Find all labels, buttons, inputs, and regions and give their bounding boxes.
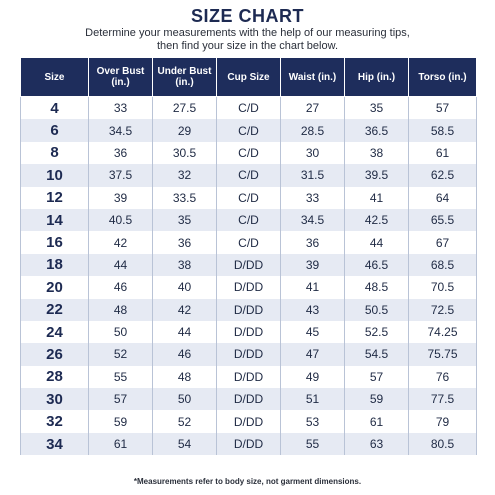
hip-cell: 39.5 — [345, 164, 409, 186]
over-bust-cell: 44 — [89, 254, 153, 276]
subtitle — [0, 27, 495, 53]
over-bust-cell: 55 — [89, 366, 153, 388]
over-bust-cell: 50 — [89, 321, 153, 343]
size-cell: 30 — [21, 388, 89, 410]
table-row — [21, 187, 477, 209]
size-chart-table — [20, 57, 477, 455]
waist-cell: 43 — [281, 299, 345, 321]
cup-size-cell: D/DD — [217, 276, 281, 298]
waist-cell: 53 — [281, 410, 345, 432]
hip-cell: 44 — [345, 231, 409, 253]
hip-cell: 48.5 — [345, 276, 409, 298]
hip-cell: 41 — [345, 187, 409, 209]
cup-size-cell: C/D — [217, 142, 281, 164]
table-header-row — [21, 58, 477, 97]
under-bust-cell: 32 — [153, 164, 217, 186]
torso-cell: 58.5 — [409, 119, 477, 141]
torso-cell: 64 — [409, 187, 477, 209]
under-bust-cell: 33.5 — [153, 187, 217, 209]
header-torso: Torso (in.) — [409, 58, 477, 97]
waist-cell: 41 — [281, 276, 345, 298]
under-bust-cell: 54 — [153, 433, 217, 455]
waist-cell: 31.5 — [281, 164, 345, 186]
over-bust-cell: 34.5 — [89, 119, 153, 141]
torso-cell: 70.5 — [409, 276, 477, 298]
header-size: Size — [21, 58, 89, 97]
under-bust-cell: 38 — [153, 254, 217, 276]
table-row — [21, 433, 477, 455]
size-cell: 4 — [21, 97, 89, 120]
size-cell: 18 — [21, 254, 89, 276]
size-cell: 34 — [21, 433, 89, 455]
under-bust-cell: 40 — [153, 276, 217, 298]
torso-cell: 61 — [409, 142, 477, 164]
cup-size-cell: D/DD — [217, 388, 281, 410]
hip-cell: 61 — [345, 410, 409, 432]
table-row — [21, 164, 477, 186]
size-cell: 32 — [21, 410, 89, 432]
under-bust-cell: 35 — [153, 209, 217, 231]
table-row — [21, 209, 477, 231]
size-cell: 20 — [21, 276, 89, 298]
waist-cell: 33 — [281, 187, 345, 209]
torso-cell: 57 — [409, 97, 477, 120]
table-row — [21, 276, 477, 298]
cup-size-cell: C/D — [217, 209, 281, 231]
over-bust-cell: 59 — [89, 410, 153, 432]
table-row — [21, 343, 477, 365]
over-bust-cell: 48 — [89, 299, 153, 321]
over-bust-cell: 40.5 — [89, 209, 153, 231]
cup-size-cell: D/DD — [217, 343, 281, 365]
cup-size-cell: D/DD — [217, 433, 281, 455]
cup-size-cell: C/D — [217, 97, 281, 120]
size-cell: 22 — [21, 299, 89, 321]
hip-cell: 52.5 — [345, 321, 409, 343]
over-bust-cell: 33 — [89, 97, 153, 120]
size-cell: 6 — [21, 119, 89, 141]
torso-cell: 62.5 — [409, 164, 477, 186]
table-row — [21, 366, 477, 388]
under-bust-cell: 30.5 — [153, 142, 217, 164]
table-body — [21, 97, 477, 456]
cup-size-cell: D/DD — [217, 321, 281, 343]
table-row — [21, 299, 477, 321]
torso-cell: 76 — [409, 366, 477, 388]
hip-cell: 46.5 — [345, 254, 409, 276]
under-bust-cell: 29 — [153, 119, 217, 141]
cup-size-cell: C/D — [217, 164, 281, 186]
table-row — [21, 388, 477, 410]
hip-cell: 54.5 — [345, 343, 409, 365]
hip-cell: 59 — [345, 388, 409, 410]
size-cell: 12 — [21, 187, 89, 209]
torso-cell: 79 — [409, 410, 477, 432]
cup-size-cell: D/DD — [217, 254, 281, 276]
table-row — [21, 97, 477, 120]
waist-cell: 34.5 — [281, 209, 345, 231]
cup-size-cell: C/D — [217, 119, 281, 141]
torso-cell: 77.5 — [409, 388, 477, 410]
over-bust-cell: 61 — [89, 433, 153, 455]
size-cell: 8 — [21, 142, 89, 164]
under-bust-cell: 52 — [153, 410, 217, 432]
size-cell: 10 — [21, 164, 89, 186]
torso-cell: 65.5 — [409, 209, 477, 231]
torso-cell: 74.25 — [409, 321, 477, 343]
over-bust-cell: 42 — [89, 231, 153, 253]
subtitle-line-1: Determine your measurements with the help of our measuring tips, — [85, 27, 410, 39]
waist-cell: 30 — [281, 142, 345, 164]
cup-size-cell: D/DD — [217, 366, 281, 388]
header-hip: Hip (in.) — [345, 58, 409, 97]
over-bust-cell: 46 — [89, 276, 153, 298]
under-bust-cell: 46 — [153, 343, 217, 365]
cup-size-cell: C/D — [217, 231, 281, 253]
torso-cell: 67 — [409, 231, 477, 253]
over-bust-cell: 52 — [89, 343, 153, 365]
waist-cell: 39 — [281, 254, 345, 276]
footnote: *Measurements refer to body size, not garment dimensions. — [133, 477, 362, 486]
under-bust-cell: 48 — [153, 366, 217, 388]
over-bust-cell: 39 — [89, 187, 153, 209]
waist-cell: 47 — [281, 343, 345, 365]
under-bust-cell: 27.5 — [153, 97, 217, 120]
hip-cell: 50.5 — [345, 299, 409, 321]
under-bust-cell: 42 — [153, 299, 217, 321]
table-row — [21, 254, 477, 276]
table-row — [21, 321, 477, 343]
cup-size-cell: D/DD — [217, 299, 281, 321]
under-bust-cell: 50 — [153, 388, 217, 410]
torso-cell: 72.5 — [409, 299, 477, 321]
waist-cell: 51 — [281, 388, 345, 410]
over-bust-cell: 37.5 — [89, 164, 153, 186]
under-bust-cell: 44 — [153, 321, 217, 343]
size-cell: 26 — [21, 343, 89, 365]
page-title: SIZE CHART — [191, 6, 304, 26]
waist-cell: 28.5 — [281, 119, 345, 141]
hip-cell: 36.5 — [345, 119, 409, 141]
torso-cell: 75.75 — [409, 343, 477, 365]
size-cell: 28 — [21, 366, 89, 388]
size-cell: 16 — [21, 231, 89, 253]
cup-size-cell: C/D — [217, 187, 281, 209]
header-cup-size: Cup Size — [217, 58, 281, 97]
waist-cell: 45 — [281, 321, 345, 343]
header-over-bust: Over Bust (in.) — [89, 58, 153, 97]
over-bust-cell: 36 — [89, 142, 153, 164]
hip-cell: 42.5 — [345, 209, 409, 231]
subtitle-line-2: then find your size in the chart below. — [157, 40, 338, 52]
waist-cell: 55 — [281, 433, 345, 455]
table-row — [21, 231, 477, 253]
hip-cell: 35 — [345, 97, 409, 120]
header-under-bust: Under Bust (in.) — [153, 58, 217, 97]
hip-cell: 57 — [345, 366, 409, 388]
hip-cell: 63 — [345, 433, 409, 455]
torso-cell: 80.5 — [409, 433, 477, 455]
header-waist: Waist (in.) — [281, 58, 345, 97]
torso-cell: 68.5 — [409, 254, 477, 276]
waist-cell: 36 — [281, 231, 345, 253]
over-bust-cell: 57 — [89, 388, 153, 410]
table-row — [21, 142, 477, 164]
size-cell: 24 — [21, 321, 89, 343]
under-bust-cell: 36 — [153, 231, 217, 253]
cup-size-cell: D/DD — [217, 410, 281, 432]
size-cell: 14 — [21, 209, 89, 231]
table-row — [21, 119, 477, 141]
waist-cell: 27 — [281, 97, 345, 120]
waist-cell: 49 — [281, 366, 345, 388]
hip-cell: 38 — [345, 142, 409, 164]
table-row — [21, 410, 477, 432]
